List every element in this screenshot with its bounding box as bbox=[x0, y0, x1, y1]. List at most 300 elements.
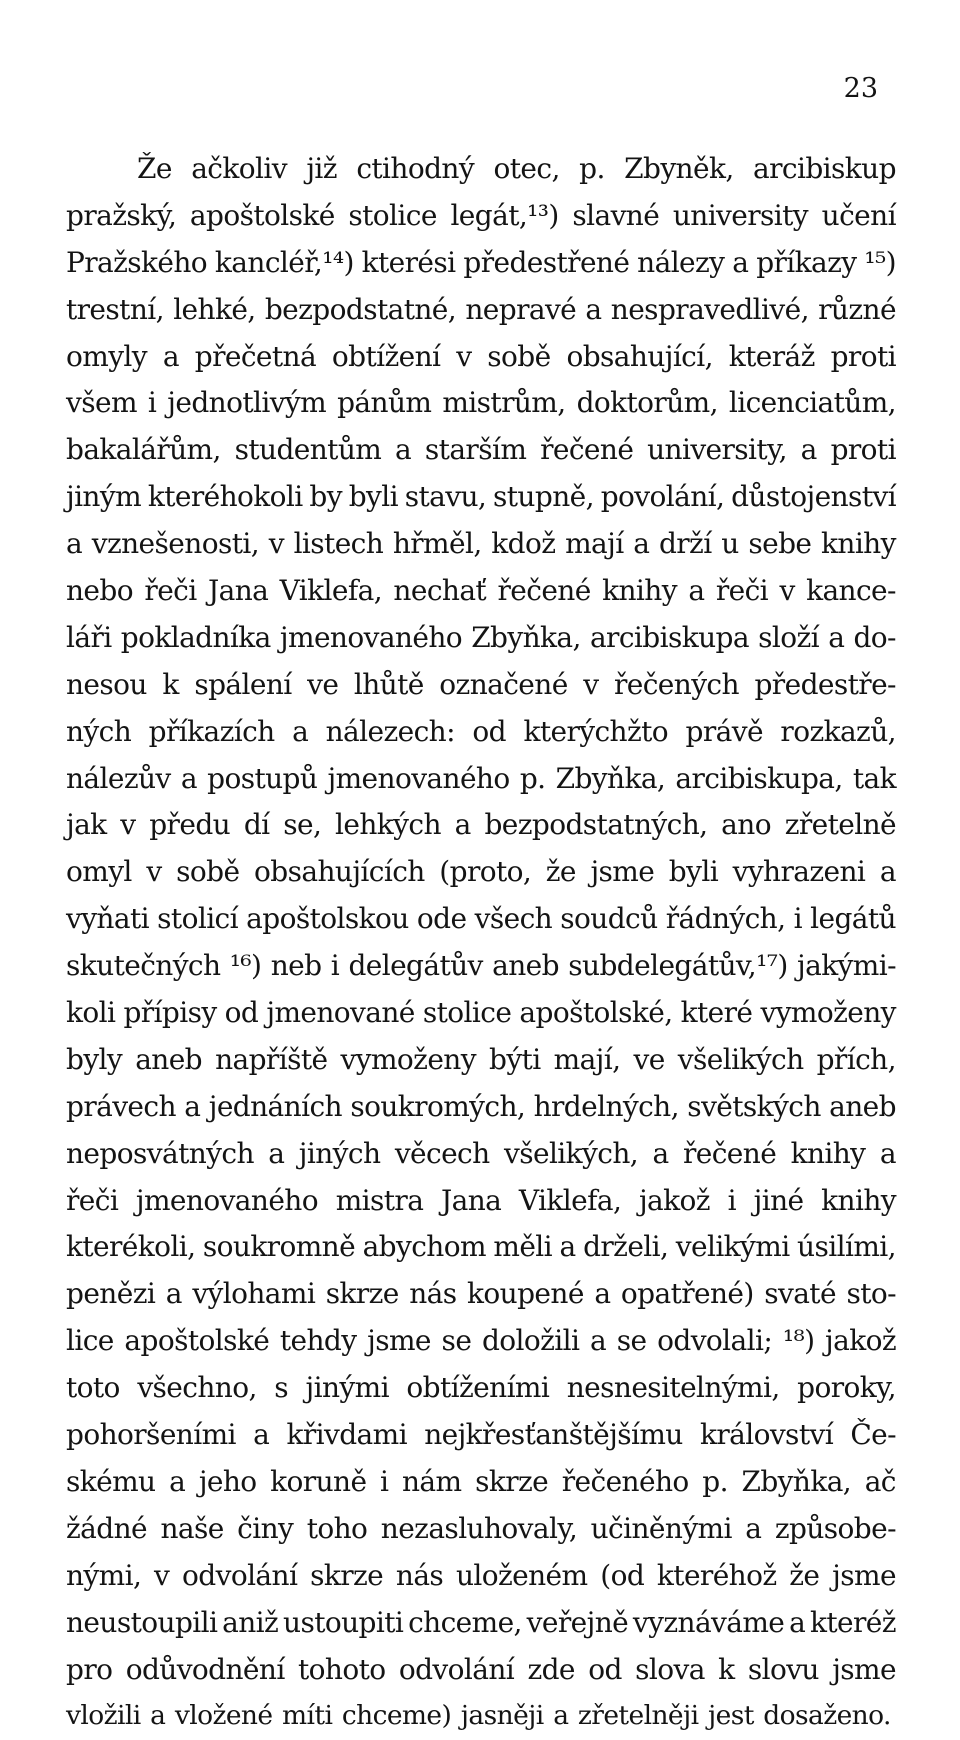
word: Če- bbox=[850, 1418, 896, 1452]
word: nejkřesťanštějšímu bbox=[424, 1418, 683, 1452]
word: poroky, bbox=[797, 1371, 896, 1405]
word: sobě bbox=[487, 339, 551, 373]
word: ano bbox=[721, 808, 771, 842]
word: Jana bbox=[208, 574, 269, 608]
word: nás bbox=[395, 1558, 444, 1592]
word: měli bbox=[493, 1230, 553, 1264]
word: již bbox=[306, 152, 337, 185]
word: v bbox=[154, 1558, 170, 1592]
word: ačkoliv bbox=[191, 152, 287, 185]
word: pražský, bbox=[66, 198, 177, 232]
word: a bbox=[268, 1136, 285, 1170]
word: jednotlivým bbox=[167, 386, 327, 420]
word: způsobe- bbox=[774, 1511, 896, 1545]
word: vyňati bbox=[66, 902, 149, 936]
word: přípisy bbox=[123, 996, 217, 1030]
word: sebe bbox=[748, 527, 812, 561]
word: se bbox=[441, 1324, 472, 1358]
word: a bbox=[169, 1464, 186, 1498]
word: apoštolské bbox=[189, 198, 335, 232]
word: složí bbox=[758, 620, 820, 654]
word: ¹⁶) bbox=[229, 949, 262, 983]
word: všechno, bbox=[137, 1371, 257, 1405]
word: od bbox=[224, 996, 259, 1030]
word: řečené bbox=[540, 433, 634, 467]
word: i bbox=[330, 949, 340, 983]
word: všelikých bbox=[677, 1042, 804, 1076]
word: university, bbox=[647, 433, 787, 467]
word: jiných bbox=[298, 1136, 381, 1170]
word: jmenovaného bbox=[279, 620, 463, 654]
word: stolice bbox=[348, 198, 437, 232]
word: abychom bbox=[362, 1230, 486, 1264]
word: nezasluhovaly, bbox=[380, 1511, 578, 1545]
word: omyl bbox=[66, 855, 132, 889]
word: nebo bbox=[66, 574, 133, 608]
word: slovu bbox=[747, 1652, 819, 1686]
word: stolicí bbox=[157, 902, 238, 936]
word: slova bbox=[635, 1652, 705, 1686]
word: neposvátných bbox=[66, 1136, 254, 1170]
text-line bbox=[66, 1271, 896, 1318]
word: kance- bbox=[806, 574, 896, 608]
word: k bbox=[718, 1652, 735, 1686]
word: jsme bbox=[832, 1652, 896, 1686]
text-line bbox=[66, 756, 896, 803]
word: a bbox=[828, 620, 845, 654]
word: řečených bbox=[613, 667, 739, 701]
word: důstojenství bbox=[731, 480, 896, 514]
word: vymoženy bbox=[340, 1042, 476, 1076]
page-number: 23 bbox=[843, 73, 878, 104]
word: aneb bbox=[829, 1089, 896, 1123]
word: právě bbox=[685, 714, 763, 748]
word: jeho bbox=[198, 1464, 257, 1498]
word: přečetná bbox=[194, 339, 317, 373]
word: úsilími, bbox=[797, 1230, 896, 1264]
word: naše bbox=[160, 1511, 224, 1545]
word: a bbox=[66, 527, 83, 561]
word: nám bbox=[402, 1464, 462, 1498]
word: odvolání bbox=[398, 1652, 515, 1686]
word: slavné bbox=[572, 198, 660, 232]
word: jest bbox=[708, 1700, 754, 1732]
word: mistrům, bbox=[442, 386, 566, 420]
word: odvolání bbox=[182, 1558, 298, 1592]
word: jakož bbox=[825, 1324, 896, 1358]
word: Viklefa, bbox=[518, 1183, 622, 1217]
word: že bbox=[789, 1558, 820, 1592]
word: království bbox=[699, 1418, 834, 1452]
word: předestře- bbox=[754, 667, 896, 701]
word: zřetelně bbox=[784, 808, 896, 842]
word: všelikých, bbox=[503, 1136, 639, 1170]
word: Viklefa, bbox=[279, 574, 383, 608]
word: arcibiskup bbox=[753, 152, 896, 185]
word: výlohami bbox=[192, 1277, 316, 1311]
word: a bbox=[162, 339, 179, 373]
word: legát,¹³) bbox=[450, 198, 559, 232]
word: řečené bbox=[497, 574, 591, 608]
word: drželi, bbox=[583, 1230, 669, 1264]
text-line bbox=[66, 1600, 896, 1647]
word: studentům bbox=[234, 433, 382, 467]
word: opatřené) bbox=[620, 1277, 754, 1311]
word: sto- bbox=[846, 1277, 896, 1311]
word: příkazy bbox=[756, 245, 857, 279]
text-line bbox=[66, 427, 896, 474]
word: bezpodstatné, bbox=[264, 292, 457, 326]
word: od bbox=[472, 714, 507, 748]
word: v bbox=[456, 339, 472, 373]
text-line bbox=[66, 1553, 896, 1600]
word: pro bbox=[66, 1652, 113, 1686]
word: delegátův bbox=[348, 949, 483, 983]
word: v bbox=[583, 667, 599, 701]
word: arcibiskupa bbox=[589, 620, 749, 654]
text-line bbox=[66, 240, 896, 287]
word: aneb bbox=[492, 949, 559, 983]
word: mistra bbox=[335, 1183, 424, 1217]
word: jsme bbox=[367, 1324, 431, 1358]
word: kdož bbox=[491, 527, 556, 561]
word: spálení bbox=[194, 667, 292, 701]
word: a bbox=[180, 761, 197, 795]
text-line bbox=[66, 615, 896, 662]
word: tohoto bbox=[298, 1652, 386, 1686]
word: aniž bbox=[222, 1605, 279, 1639]
word: a bbox=[253, 1418, 270, 1452]
word: nesou bbox=[66, 667, 147, 701]
text-line bbox=[66, 1318, 896, 1365]
word: učiněnými bbox=[590, 1511, 732, 1545]
word: legátů bbox=[810, 902, 896, 936]
word: jakými- bbox=[797, 949, 896, 983]
word: lhůtě bbox=[353, 667, 424, 701]
word: ve bbox=[307, 667, 339, 701]
word: doktorům, bbox=[576, 386, 718, 420]
word: nás bbox=[409, 1277, 457, 1311]
word: míti bbox=[282, 1700, 333, 1732]
word: odůvodnění bbox=[125, 1652, 285, 1686]
word: Že bbox=[137, 152, 172, 185]
text-line bbox=[66, 709, 896, 756]
text-line bbox=[66, 287, 896, 334]
word: ač bbox=[864, 1464, 896, 1498]
word: nálezův bbox=[66, 761, 171, 795]
word: a bbox=[789, 1605, 806, 1639]
word: byli bbox=[348, 480, 398, 514]
word: tehdy bbox=[279, 1324, 357, 1358]
text-line bbox=[66, 1459, 896, 1506]
word: byli bbox=[668, 855, 719, 889]
word: Zbyněk, bbox=[624, 152, 734, 185]
word: nálezech: bbox=[325, 714, 455, 748]
word: zřetelněji bbox=[577, 1700, 699, 1732]
word: arcibiskupa, bbox=[675, 761, 843, 795]
word: veřejně bbox=[526, 1605, 629, 1639]
word: vložené bbox=[174, 1700, 273, 1732]
word: postupů bbox=[207, 761, 318, 795]
word: soukromých, bbox=[350, 1089, 526, 1123]
word: Pražského bbox=[66, 245, 208, 279]
text-line bbox=[66, 662, 896, 709]
word: jsme bbox=[590, 855, 655, 889]
word: nechať bbox=[393, 574, 487, 608]
word: apoštolskou bbox=[246, 902, 409, 936]
word: řečeného bbox=[561, 1464, 689, 1498]
word: odvolali; bbox=[657, 1324, 773, 1358]
word: jak bbox=[66, 808, 107, 842]
word: apoštolské, bbox=[519, 996, 673, 1030]
word: mají bbox=[565, 527, 624, 561]
word: nepravé bbox=[465, 292, 577, 326]
word: předestřené bbox=[463, 245, 630, 279]
word: stavu, bbox=[404, 480, 487, 514]
word: vložili bbox=[66, 1700, 141, 1732]
word: právech bbox=[66, 1089, 176, 1123]
word: s bbox=[274, 1371, 289, 1405]
text-line bbox=[66, 193, 896, 240]
word: omyly bbox=[66, 339, 148, 373]
word: a bbox=[585, 292, 602, 326]
word: od bbox=[588, 1652, 622, 1686]
word: a bbox=[553, 1700, 569, 1732]
word: knihy bbox=[821, 527, 896, 561]
word: jiným bbox=[66, 480, 142, 514]
word: příkazích bbox=[148, 714, 275, 748]
word: kteréž bbox=[810, 1605, 896, 1639]
word: jsme bbox=[832, 1558, 896, 1592]
word: předu bbox=[149, 808, 231, 842]
word: řádných, bbox=[665, 902, 786, 936]
word: skému bbox=[66, 1464, 156, 1498]
word: dosaženo. bbox=[763, 1700, 891, 1732]
word: řečené bbox=[682, 1136, 777, 1170]
word: býti bbox=[489, 1042, 541, 1076]
word: proti bbox=[830, 339, 896, 373]
word: kteréhož bbox=[656, 1558, 777, 1592]
word: skrze bbox=[310, 1558, 384, 1592]
word: a bbox=[800, 433, 817, 467]
word: všem bbox=[66, 386, 137, 420]
word: p. bbox=[579, 152, 605, 185]
word: zde bbox=[527, 1652, 575, 1686]
word: svaté bbox=[764, 1277, 836, 1311]
word: a bbox=[454, 808, 471, 842]
word: kterési bbox=[361, 245, 456, 279]
word: skrze bbox=[325, 1277, 399, 1311]
word: žádné bbox=[66, 1511, 147, 1545]
word: koruně bbox=[270, 1464, 367, 1498]
word: řeči bbox=[715, 574, 769, 608]
text-line bbox=[66, 568, 896, 615]
word: pokladníka bbox=[120, 620, 271, 654]
word: řeči bbox=[144, 574, 197, 608]
text-line bbox=[66, 1178, 896, 1225]
text-line bbox=[66, 802, 896, 849]
word: stolice bbox=[422, 996, 512, 1030]
word: proti bbox=[830, 433, 896, 467]
word: věcech bbox=[394, 1136, 490, 1170]
word: p. bbox=[519, 761, 546, 795]
word: kteráž bbox=[728, 339, 815, 373]
word: i bbox=[727, 1183, 736, 1217]
word: kterýchžto bbox=[523, 714, 669, 748]
word: a bbox=[688, 574, 705, 608]
word: kancléř,¹⁴) bbox=[214, 245, 354, 279]
word: (proto, bbox=[439, 855, 532, 889]
word: které bbox=[680, 996, 753, 1030]
word: skutečných bbox=[66, 949, 221, 983]
text-line bbox=[66, 849, 896, 896]
text-line bbox=[66, 474, 896, 521]
word: uloženém bbox=[455, 1558, 588, 1592]
word: toho bbox=[306, 1511, 368, 1545]
word: ustoupiti bbox=[283, 1605, 404, 1639]
word: ¹⁸) bbox=[782, 1324, 815, 1358]
word: se, bbox=[283, 808, 322, 842]
body-text bbox=[66, 146, 896, 1740]
word: se bbox=[616, 1324, 647, 1358]
text-line bbox=[66, 1647, 896, 1694]
text-line bbox=[66, 896, 896, 943]
text-line bbox=[66, 943, 896, 990]
word: vyznáváme bbox=[632, 1605, 785, 1639]
word: láři bbox=[66, 620, 112, 654]
word: křivdami bbox=[286, 1418, 407, 1452]
word: ných bbox=[66, 714, 132, 748]
word: u bbox=[721, 527, 739, 561]
word: neb bbox=[270, 949, 322, 983]
word: jednáních bbox=[208, 1089, 342, 1123]
text-line bbox=[66, 1365, 896, 1412]
text-line bbox=[66, 334, 896, 381]
word: otec, bbox=[493, 152, 560, 185]
word: ve bbox=[633, 1042, 665, 1076]
word: kterékoli, bbox=[66, 1230, 196, 1264]
word: ode bbox=[416, 902, 467, 936]
word: činy bbox=[237, 1511, 294, 1545]
word: subdelegátův,¹⁷) bbox=[568, 949, 788, 983]
word: ¹⁵) bbox=[864, 245, 896, 279]
word: a bbox=[395, 433, 412, 467]
word: kteréhokoli bbox=[147, 480, 303, 514]
word: penězi bbox=[66, 1277, 156, 1311]
word: knihy bbox=[602, 574, 677, 608]
word: jinými bbox=[305, 1371, 389, 1405]
word: v bbox=[120, 808, 136, 842]
word: koupené bbox=[467, 1277, 584, 1311]
word: obtížení bbox=[331, 339, 441, 373]
word: jasněji bbox=[460, 1700, 544, 1732]
text-line bbox=[66, 1131, 896, 1178]
word: soudců bbox=[560, 902, 658, 936]
word: pánům bbox=[337, 386, 432, 420]
text-line bbox=[66, 146, 896, 193]
text-line bbox=[66, 380, 896, 427]
text-line bbox=[66, 1037, 896, 1084]
word: mají, bbox=[553, 1042, 621, 1076]
word: a bbox=[292, 714, 309, 748]
word: trestní, bbox=[66, 292, 164, 326]
word: povolání, bbox=[600, 480, 725, 514]
word: přích, bbox=[816, 1042, 896, 1076]
text-line bbox=[66, 1506, 896, 1553]
word: vymoženy bbox=[760, 996, 896, 1030]
word: lehkých bbox=[335, 808, 441, 842]
word: koli bbox=[66, 996, 116, 1030]
word: stupně, bbox=[493, 480, 594, 514]
word: jmenovaného bbox=[135, 1183, 318, 1217]
word: a bbox=[879, 855, 896, 889]
word: všech bbox=[474, 902, 553, 936]
word: byly bbox=[66, 1042, 123, 1076]
word: jmenovaného bbox=[327, 761, 510, 795]
word: by bbox=[309, 480, 342, 514]
word: neustoupili bbox=[66, 1605, 218, 1639]
word: v bbox=[779, 574, 795, 608]
word: starším bbox=[424, 433, 527, 467]
word: ctihodný bbox=[356, 152, 475, 185]
word: tak bbox=[852, 761, 896, 795]
word: Jana bbox=[440, 1183, 502, 1217]
word: nými, bbox=[66, 1558, 142, 1592]
word: a bbox=[590, 1324, 607, 1358]
word: světských bbox=[687, 1089, 821, 1123]
word: bezpodstatných, bbox=[484, 808, 708, 842]
word: obtíženími bbox=[406, 1371, 550, 1405]
word: napříště bbox=[215, 1042, 328, 1076]
word: k bbox=[162, 667, 179, 701]
word: hrdelných, bbox=[533, 1089, 679, 1123]
word: jmenované bbox=[266, 996, 415, 1030]
word: skrze bbox=[475, 1464, 549, 1498]
word: drží bbox=[658, 527, 712, 561]
word: aneb bbox=[135, 1042, 203, 1076]
word: a bbox=[184, 1089, 201, 1123]
word: bakalářům, bbox=[66, 433, 221, 467]
word: že bbox=[545, 855, 576, 889]
word: v bbox=[146, 855, 162, 889]
word: vznešenosti, bbox=[91, 527, 260, 561]
word: Zbyňka, bbox=[471, 620, 581, 654]
text-line bbox=[66, 990, 896, 1037]
word: doložili bbox=[481, 1324, 580, 1358]
word: pohoršeními bbox=[66, 1418, 236, 1452]
word: dí bbox=[243, 808, 270, 842]
word: v bbox=[268, 527, 284, 561]
word: Zbyňka, bbox=[555, 761, 666, 795]
word: a bbox=[633, 527, 650, 561]
word: lice bbox=[66, 1324, 114, 1358]
word: nálezy bbox=[637, 245, 725, 279]
word: chceme, bbox=[408, 1605, 522, 1639]
word: hřměl, bbox=[392, 527, 482, 561]
text-line bbox=[66, 1224, 896, 1271]
word: i bbox=[380, 1464, 389, 1498]
text-line bbox=[66, 1693, 896, 1740]
word: sobě bbox=[176, 855, 240, 889]
word: vyhrazeni bbox=[732, 855, 866, 889]
word: jiné bbox=[753, 1183, 804, 1217]
word: i bbox=[793, 902, 802, 936]
word: a bbox=[165, 1277, 182, 1311]
word: chceme) bbox=[341, 1700, 452, 1732]
word: apoštolské bbox=[124, 1324, 270, 1358]
word: označené bbox=[439, 667, 568, 701]
word: velikými bbox=[675, 1230, 790, 1264]
